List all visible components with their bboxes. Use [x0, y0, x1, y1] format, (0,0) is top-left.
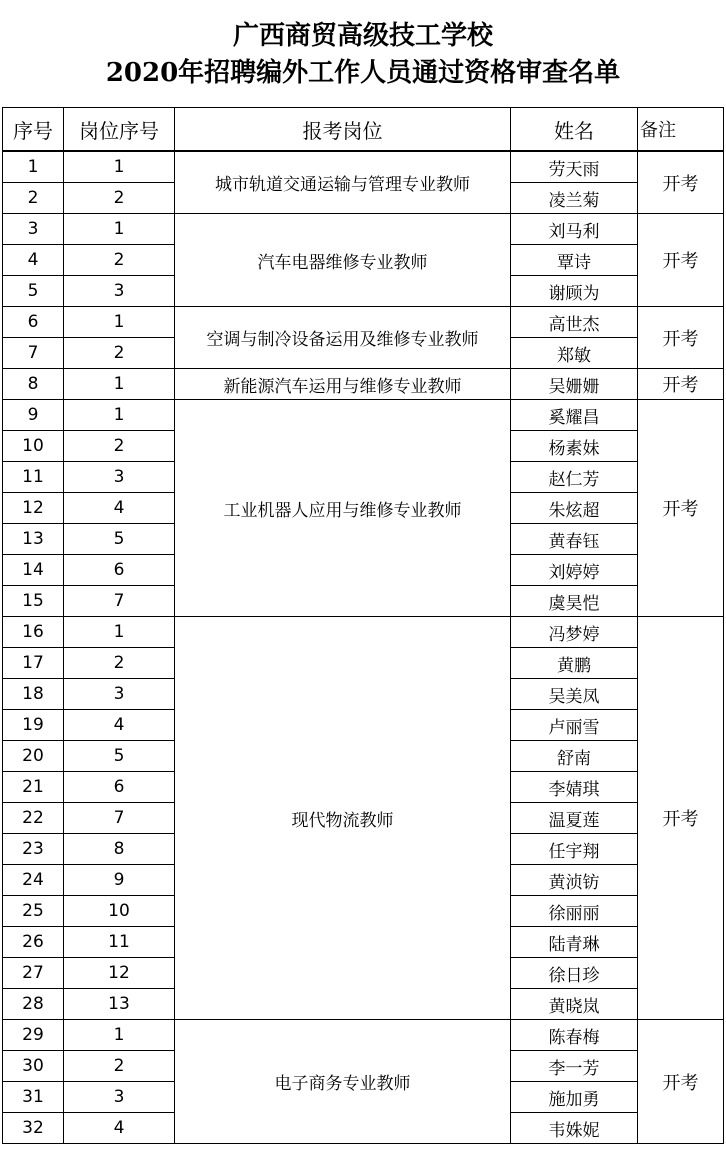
cell-seq: 10 [3, 431, 64, 462]
cell-name: 徐日珍 [511, 958, 638, 989]
cell-seq: 2 [3, 183, 64, 214]
cell-name: 郑敏 [511, 338, 638, 369]
cell-name: 朱炫超 [511, 493, 638, 524]
cell-post-seq: 4 [64, 493, 175, 524]
cell-post-seq: 5 [64, 524, 175, 555]
cell-post-seq: 1 [64, 617, 175, 648]
cell-seq: 26 [3, 927, 64, 958]
cell-name: 李婧琪 [511, 772, 638, 803]
cell-post-seq: 7 [64, 803, 175, 834]
page-title: 广西商贸高级技工学校 [232, 21, 493, 51]
cell-name: 陈春梅 [511, 1020, 638, 1051]
cell-name: 虞昊恺 [511, 586, 638, 617]
cell-name: 高世杰 [511, 307, 638, 338]
cell-post-seq: 2 [64, 648, 175, 679]
header-seq: 序号 [3, 108, 64, 152]
cell-seq: 9 [3, 400, 64, 431]
cell-position: 空调与制冷设备运用及维修专业教师 [175, 307, 511, 369]
cell-name: 覃诗 [511, 245, 638, 276]
cell-name: 谢顾为 [511, 276, 638, 307]
cell-post-seq: 6 [64, 555, 175, 586]
cell-name: 陆青琳 [511, 927, 638, 958]
cell-seq: 13 [3, 524, 64, 555]
cell-post-seq: 3 [64, 462, 175, 493]
cell-seq: 18 [3, 679, 64, 710]
cell-post-seq: 4 [64, 1113, 175, 1144]
table-row [3, 400, 724, 431]
cell-seq: 27 [3, 958, 64, 989]
cell-seq: 24 [3, 865, 64, 896]
cell-post-seq: 2 [64, 338, 175, 369]
cell-name: 黄鹏 [511, 648, 638, 679]
cell-name: 温夏莲 [511, 803, 638, 834]
cell-name: 卢丽雪 [511, 710, 638, 741]
cell-name: 黄浈钫 [511, 865, 638, 896]
cell-remark: 开考 [638, 400, 724, 617]
cell-remark: 开考 [638, 214, 724, 307]
cell-post-seq: 10 [64, 896, 175, 927]
cell-position: 电子商务专业教师 [175, 1020, 511, 1144]
cell-position: 现代物流教师 [175, 617, 511, 1020]
cell-post-seq: 3 [64, 276, 175, 307]
cell-post-seq: 1 [64, 369, 175, 400]
cell-name: 赵仁芳 [511, 462, 638, 493]
cell-seq: 25 [3, 896, 64, 927]
table-row [3, 214, 724, 245]
cell-post-seq: 1 [64, 214, 175, 245]
cell-name: 李一芳 [511, 1051, 638, 1082]
cell-position: 新能源汽车运用与维修专业教师 [175, 369, 511, 400]
cell-post-seq: 2 [64, 183, 175, 214]
cell-post-seq: 6 [64, 772, 175, 803]
cell-seq: 15 [3, 586, 64, 617]
cell-seq: 11 [3, 462, 64, 493]
cell-name: 任宇翔 [511, 834, 638, 865]
cell-post-seq: 1 [64, 400, 175, 431]
table-row [3, 617, 724, 648]
cell-post-seq: 7 [64, 586, 175, 617]
table-row [3, 151, 724, 183]
cell-remark: 开考 [638, 369, 724, 400]
cell-name: 杨素妹 [511, 431, 638, 462]
header-position: 报考岗位 [175, 108, 511, 152]
cell-seq: 4 [3, 245, 64, 276]
cell-seq: 32 [3, 1113, 64, 1144]
cell-seq: 31 [3, 1082, 64, 1113]
cell-post-seq: 9 [64, 865, 175, 896]
cell-seq: 3 [3, 214, 64, 245]
cell-name: 奚耀昌 [511, 400, 638, 431]
cell-name: 吴美凤 [511, 679, 638, 710]
cell-seq: 5 [3, 276, 64, 307]
cell-seq: 21 [3, 772, 64, 803]
cell-post-seq: 1 [64, 1020, 175, 1051]
cell-remark: 开考 [638, 151, 724, 214]
cell-post-seq: 3 [64, 679, 175, 710]
cell-seq: 28 [3, 989, 64, 1020]
cell-post-seq: 11 [64, 927, 175, 958]
cell-seq: 20 [3, 741, 64, 772]
cell-seq: 1 [3, 151, 64, 183]
cell-name: 舒南 [511, 741, 638, 772]
cell-remark: 开考 [638, 617, 724, 1020]
cell-name: 黄春钰 [511, 524, 638, 555]
candidate-table [2, 107, 724, 1144]
cell-name: 刘马利 [511, 214, 638, 245]
table-row [3, 369, 724, 400]
cell-name: 黄晓岚 [511, 989, 638, 1020]
cell-remark: 开考 [638, 307, 724, 369]
cell-position: 城市轨道交通运输与管理专业教师 [175, 151, 511, 214]
cell-seq: 19 [3, 710, 64, 741]
cell-post-seq: 2 [64, 431, 175, 462]
header-name: 姓名 [511, 108, 638, 152]
cell-post-seq: 2 [64, 1051, 175, 1082]
cell-post-seq: 13 [64, 989, 175, 1020]
header-post-seq: 岗位序号 [64, 108, 175, 152]
table-row [3, 307, 724, 338]
table-header-row [3, 108, 724, 152]
page-subtitle: 2020年招聘编外工作人员通过资格审查名单 [105, 58, 621, 88]
table-body [3, 151, 724, 1144]
cell-post-seq: 1 [64, 151, 175, 183]
cell-post-seq: 1 [64, 307, 175, 338]
cell-seq: 17 [3, 648, 64, 679]
cell-name: 施加勇 [511, 1082, 638, 1113]
cell-post-seq: 8 [64, 834, 175, 865]
cell-name: 劳天雨 [511, 151, 638, 183]
cell-name: 冯梦婷 [511, 617, 638, 648]
cell-seq: 30 [3, 1051, 64, 1082]
cell-position: 汽车电器维修专业教师 [175, 214, 511, 307]
cell-seq: 6 [3, 307, 64, 338]
cell-name: 徐丽丽 [511, 896, 638, 927]
cell-post-seq: 2 [64, 245, 175, 276]
header-note: 备注 [638, 108, 724, 152]
cell-seq: 12 [3, 493, 64, 524]
cell-post-seq: 5 [64, 741, 175, 772]
table-row [3, 1020, 724, 1051]
cell-remark: 开考 [638, 1020, 724, 1144]
cell-seq: 14 [3, 555, 64, 586]
cell-seq: 7 [3, 338, 64, 369]
cell-name: 凌兰菊 [511, 183, 638, 214]
cell-seq: 16 [3, 617, 64, 648]
cell-name: 吴姗姗 [511, 369, 638, 400]
cell-seq: 23 [3, 834, 64, 865]
cell-seq: 29 [3, 1020, 64, 1051]
cell-seq: 22 [3, 803, 64, 834]
cell-name: 刘婷婷 [511, 555, 638, 586]
cell-post-seq: 4 [64, 710, 175, 741]
cell-post-seq: 12 [64, 958, 175, 989]
cell-seq: 8 [3, 369, 64, 400]
cell-name: 韦姝妮 [511, 1113, 638, 1144]
cell-post-seq: 3 [64, 1082, 175, 1113]
cell-position: 工业机器人应用与维修专业教师 [175, 400, 511, 617]
